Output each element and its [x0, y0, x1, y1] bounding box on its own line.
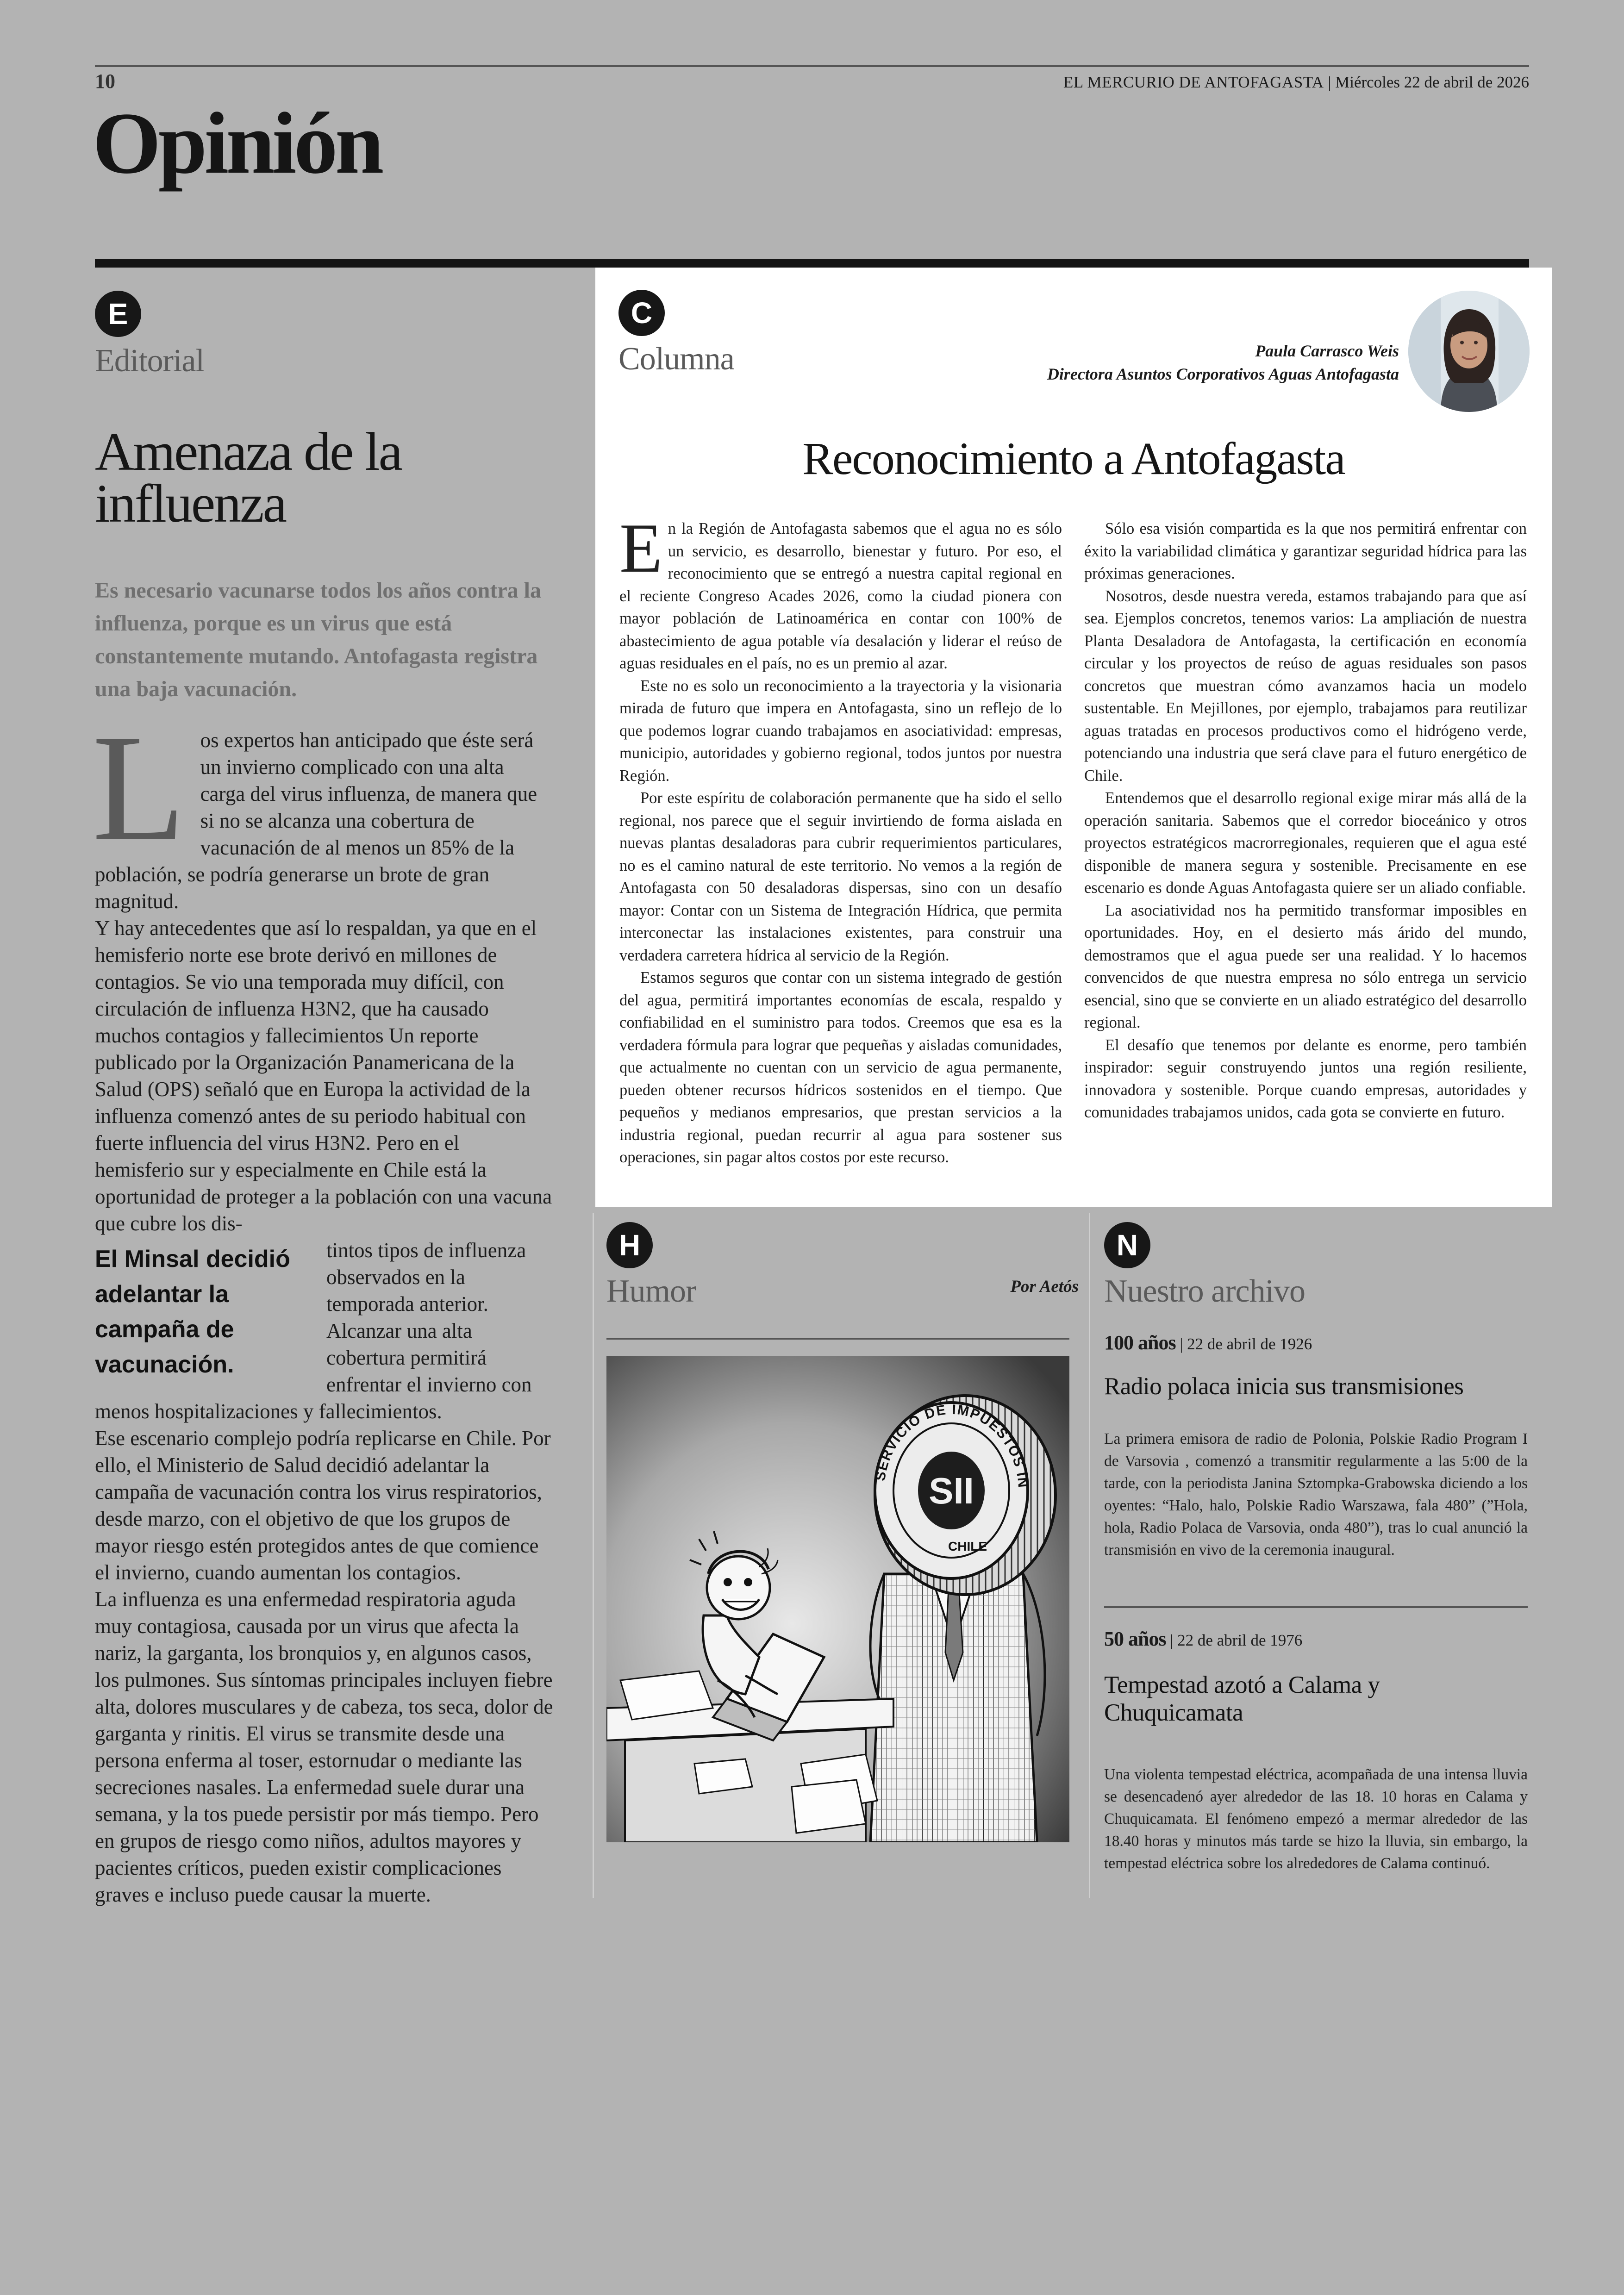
editorial-paragraph-text: Y hay antecedentes que así lo respaldan, ya que en el hemisferio norte ese brote derivó en millones de contagios. Se vio una temporada muy difícil, con circulación de influenza H3N2, que ha causado muchos contagios y fallecimientos Un reporte publicado por la Organización Panamericana de la Salud (OPS) señaló que en Europa la actividad de la influenza comenzó antes de su periodo habitual con fuerte influencia del virus H3N2. Pero en el hemisferio sur y especialmente en Chile está la oportunidad de proteger a la población con una vacuna que cubre los dis-	[95, 917, 552, 1235]
column-headline: Reconocimiento a Antofagasta	[802, 433, 1345, 484]
editorial-paragraph	[95, 1237, 553, 1425]
editorial-paragraph	[95, 1586, 553, 1908]
column-badge: C	[618, 290, 665, 336]
section-rule	[95, 259, 1529, 268]
editorial-body	[92, 704, 553, 1908]
column-paragraph: Este no es solo un reconocimiento a la trayectoria y la visionaria mirada de futuro que impera en Antofagasta, sino un reflejo de lo que podemos lograr cuando trabajamos en asociatividad: empresas, municipio, autoridades y gobierno regional, todos juntos por nuestra Región.	[619, 677, 1062, 785]
dateline-separator: |	[1328, 73, 1331, 91]
editorial-paragraph-text: Ese escenario complejo podría replicarse en Chile. Por ello, el Ministerio de Salud decidió adelantar la campaña de vacunación contra los virus respiratorios, desde marzo, con el objetivo de que los grupos de mayor riesgo estén protegidos antes de que comience el invierno, cuando aumentan los contagios.	[95, 1427, 551, 1584]
editorial-paragraph-text: tintos tipos de influenza observados en la temporada anterior. Alcanzar una alta cobertura permitirá enfrentar el invierno con menos hospitalizaciones y fallecimientos.	[95, 1239, 532, 1423]
column-article	[595, 268, 1552, 1207]
column-paragraph: Sólo esa visión compartida es la que nos permitirá enfrentar con éxito la variabilidad climática y garantizar seguridad hídrica para las próximas generaciones.	[1084, 520, 1527, 582]
column-paragraph: Estamos seguros que contar con un sistema integrado de gestión del agua, permitirá importantes economías de escala, respaldo y confiabilidad en el suministro para todos. Creemos que esa es la verdadera fórmula para lograr que pequeñas y aisladas comunidades, que actualmente no cuentan con un servicio de agua permanente, pueden obtener recursos hídricos sostenidos en el tiempo. Que pequeños y medianos empresarios, que prestan servicios a la industria regional, puedan recurrir al agua para sostener sus operaciones, sin pagar altos costos por este recurso.	[619, 969, 1062, 1166]
column-separator	[1089, 1213, 1090, 1898]
editorial-dropcap: L	[92, 704, 186, 873]
humor-badge: H	[606, 1222, 653, 1268]
author-byline	[1047, 339, 1399, 386]
humor-rule	[606, 1338, 1069, 1340]
archive-badge: N	[1104, 1222, 1150, 1268]
humor-section	[606, 1217, 1079, 1865]
editorial-paragraph	[95, 915, 553, 1237]
newspaper-name: EL MERCURIO DE ANTOFAGASTA	[1063, 73, 1324, 91]
editorial-paragraph-text: La influenza es una enfermedad respiratoria aguda muy contagiosa, causada por un virus que afecta la nariz, la garganta, los bronquios y, en algunos casos, los pulmones. Sus síntomas principales incluyen fiebre alta, dolores musculares y de cabeza, tos seca, dolor de garganta y rinitis. El virus se transmite desde una persona enferma al toser, estornudar o mediante las secreciones nasales. La enfermedad suele durar una semana, y la tos puede persistir por más tiempo. Pero en grupos de riesgo como niños, adultos mayores y pacientes críticos, pueden existir complicaciones graves e incluso puede causar la muerte.	[95, 1588, 553, 1906]
column-paragraph	[619, 509, 1062, 675]
archive-rule	[1104, 1606, 1528, 1608]
archive-kicker: Nuestro archivo	[1104, 1273, 1305, 1309]
cartoon-credit: Por Aetós	[1010, 1277, 1079, 1296]
coin-country: CHILE	[948, 1539, 987, 1553]
archive-section	[1104, 1217, 1530, 1912]
cartoon-drawing	[606, 1356, 1069, 1842]
column-separator	[593, 1213, 594, 1898]
archive-entry-day: | 22 de abril de 1926	[1180, 1335, 1312, 1353]
coin-logo: SII	[929, 1470, 974, 1511]
editorial-paragraph-text: os expertos han anticipado que éste será un invierno complicado con una alta carga del virus influenza, de manera que si no se alcanza una cobertura de vacunación de al menos un 85% de la población, se podría generarse un brote de gran magnitud.	[95, 729, 537, 913]
column-kicker: Columna	[618, 341, 734, 377]
author-role: Directora Asuntos Corporativos Aguas Antofagasta	[1047, 365, 1399, 383]
editorial-kicker: Editorial	[95, 343, 204, 379]
page-number: 10	[95, 70, 115, 93]
archive-entry-years: 50 años	[1104, 1628, 1166, 1650]
editorial-deck: Es necesario vacunarse todos los años contra la influenza, porque es un virus que está constantemente mutando. Antofagasta registra una baja vacunación.	[95, 578, 541, 701]
archive-entry-title: Radio polaca inicia sus transmisiones	[1104, 1373, 1464, 1400]
archive-entry-body: Una violenta tempestad eléctrica, acompañada de una intensa lluvia se desencadenó ayer alrededor de las 18. 10 horas en Calama y Chuquicamata. El fenómeno empezó a mermar alrededor de las 18.40 horas y minutos más tarde se hizo la lluvia, sin embargo, la tempestad eléctrica sobre los alrededores de Calama continuó.	[1104, 1766, 1528, 1872]
column-paragraph-text: n la Región de Antofagasta sabemos que el agua no es sólo un servicio, es desarrollo, bienestar y futuro. Por eso, el reconocimiento que se entregó a nuestra capital regional en el reciente Congreso Acades 2026, como la ciudad pionera con mayor población de Latinoamérica en contar con 100% de abastecimiento de agua potable vía desalación y liderar el reúso de aguas residuales en el país, no es un premio al azar.	[619, 520, 1062, 672]
top-rule	[95, 65, 1529, 67]
archive-entry-body: La primera emisora de radio de Polonia, Polskie Radio Program I de Varsovia , comenzó a transmitir regularmente a las 5:00 de la tarde, con la periodista Janina Sztompka-Grabowska diciendo a los oyentes: “Halo, halo, Polskie Radio Warszawa, fala 480” (”Hola, hola, Radio Polaca de Varsovia, onda 480”), tras lo cual anunció la transmisión en vivo de la ceremonia inaugural.	[1104, 1430, 1528, 1559]
author-name: Paula Carrasco Weis	[1255, 342, 1399, 360]
editorial-paragraph	[95, 1425, 553, 1586]
column-paragraph: El desafío que tenemos por delante es enorme, pero también inspirador: seguir construyendo juntos una región resiliente, innovadora y sostenible. Porque cuando empresas, autoridades y comunidades trabajamos unidos, cada gota se convierte en futuro.	[1084, 1036, 1527, 1121]
archive-entry-date	[1104, 1627, 1302, 1651]
editorial-paragraph	[92, 704, 553, 915]
editorial-pull-quote: El Minsal decidió adelantar la campaña de vacunación.	[95, 1246, 290, 1378]
editorial-badge: E	[95, 291, 141, 337]
column-paragraph: Entendemos que el desarrollo regional exige mirar más allá de la operación sanitaria. Sabemos que el corredor bioceánico y otros proyectos estratégicos macrorregionales, requieren que el agua esté disponible de manera segura y sostenible. Precisamente en ese escenario es donde Aguas Antofagasta quiere ser un aliado confiable.	[1084, 789, 1527, 897]
editorial-article	[92, 287, 558, 1907]
archive-entry-title: Tempestad azotó a Calama y Chuquicamata	[1104, 1671, 1380, 1726]
archive-entry-day: | 22 de abril de 1976	[1170, 1631, 1303, 1649]
column-paragraph: Por este espíritu de colaboración permanente que ha sido el sello regional, nos parece que el seguir invirtiendo de forma aislada en nuevas plantas desaladoras para cubrir requerimientos particulares, no es el camino natural de este territorio. No vemos a la región de Antofagasta con 50 desaladoras dispersas, sino con un desafío mayor: Contar con un Sistema de Integración Hídrica, que permita interconectar las instalaciones existentes, para construir una verdadera carretera hídrica al servicio de la Región.	[619, 789, 1062, 964]
cartoon-image	[606, 1356, 1069, 1842]
editorial-headline: Amenaza de la influenza	[95, 421, 402, 534]
archive-entry-date	[1104, 1331, 1312, 1354]
issue-date: Miércoles 22 de abril de 2026	[1335, 73, 1529, 91]
column-dropcap: E	[619, 509, 662, 587]
author-portrait-image	[1408, 291, 1530, 412]
archive-entry-years: 100 años	[1104, 1331, 1176, 1354]
column-body	[619, 509, 1527, 1193]
section-title: Opinión	[93, 95, 381, 192]
humor-kicker: Humor	[606, 1273, 696, 1309]
column-paragraph: Nosotros, desde nuestra vereda, estamos trabajando para que así sea. Ejemplos concretos, tenemos varios: La ampliación de nuestra Planta Desaladora de Antofagasta, la certificación en economía circular y los proyectos de reúso de aguas residuales son pasos concretos que muestran cómo avanzamos hacia un modelo sustentable. En Mejillones, por ejemplo, trabajamos para reutilizar aguas tratadas en procesos productivos como el hidrógeno verde, potenciando una industria que será clave para el futuro energético de Chile.	[1084, 587, 1527, 785]
author-photo	[1408, 291, 1530, 412]
coin-ring-text: SERVICIO DE IMPUESTOS IN	[873, 1402, 1031, 1489]
column-paragraph: La asociatividad nos ha permitido transformar imposibles en oportunidades. Hoy, en el desierto más árido del mundo, demostramos que el agua puede ser una realidad. Y lo hacemos convencidos de que nuestra empresa no sólo entrega un servicio esencial, sino que se convierte en un aliado estratégico del desarrollo regional.	[1084, 901, 1527, 1031]
masthead-dateline	[1063, 73, 1529, 92]
